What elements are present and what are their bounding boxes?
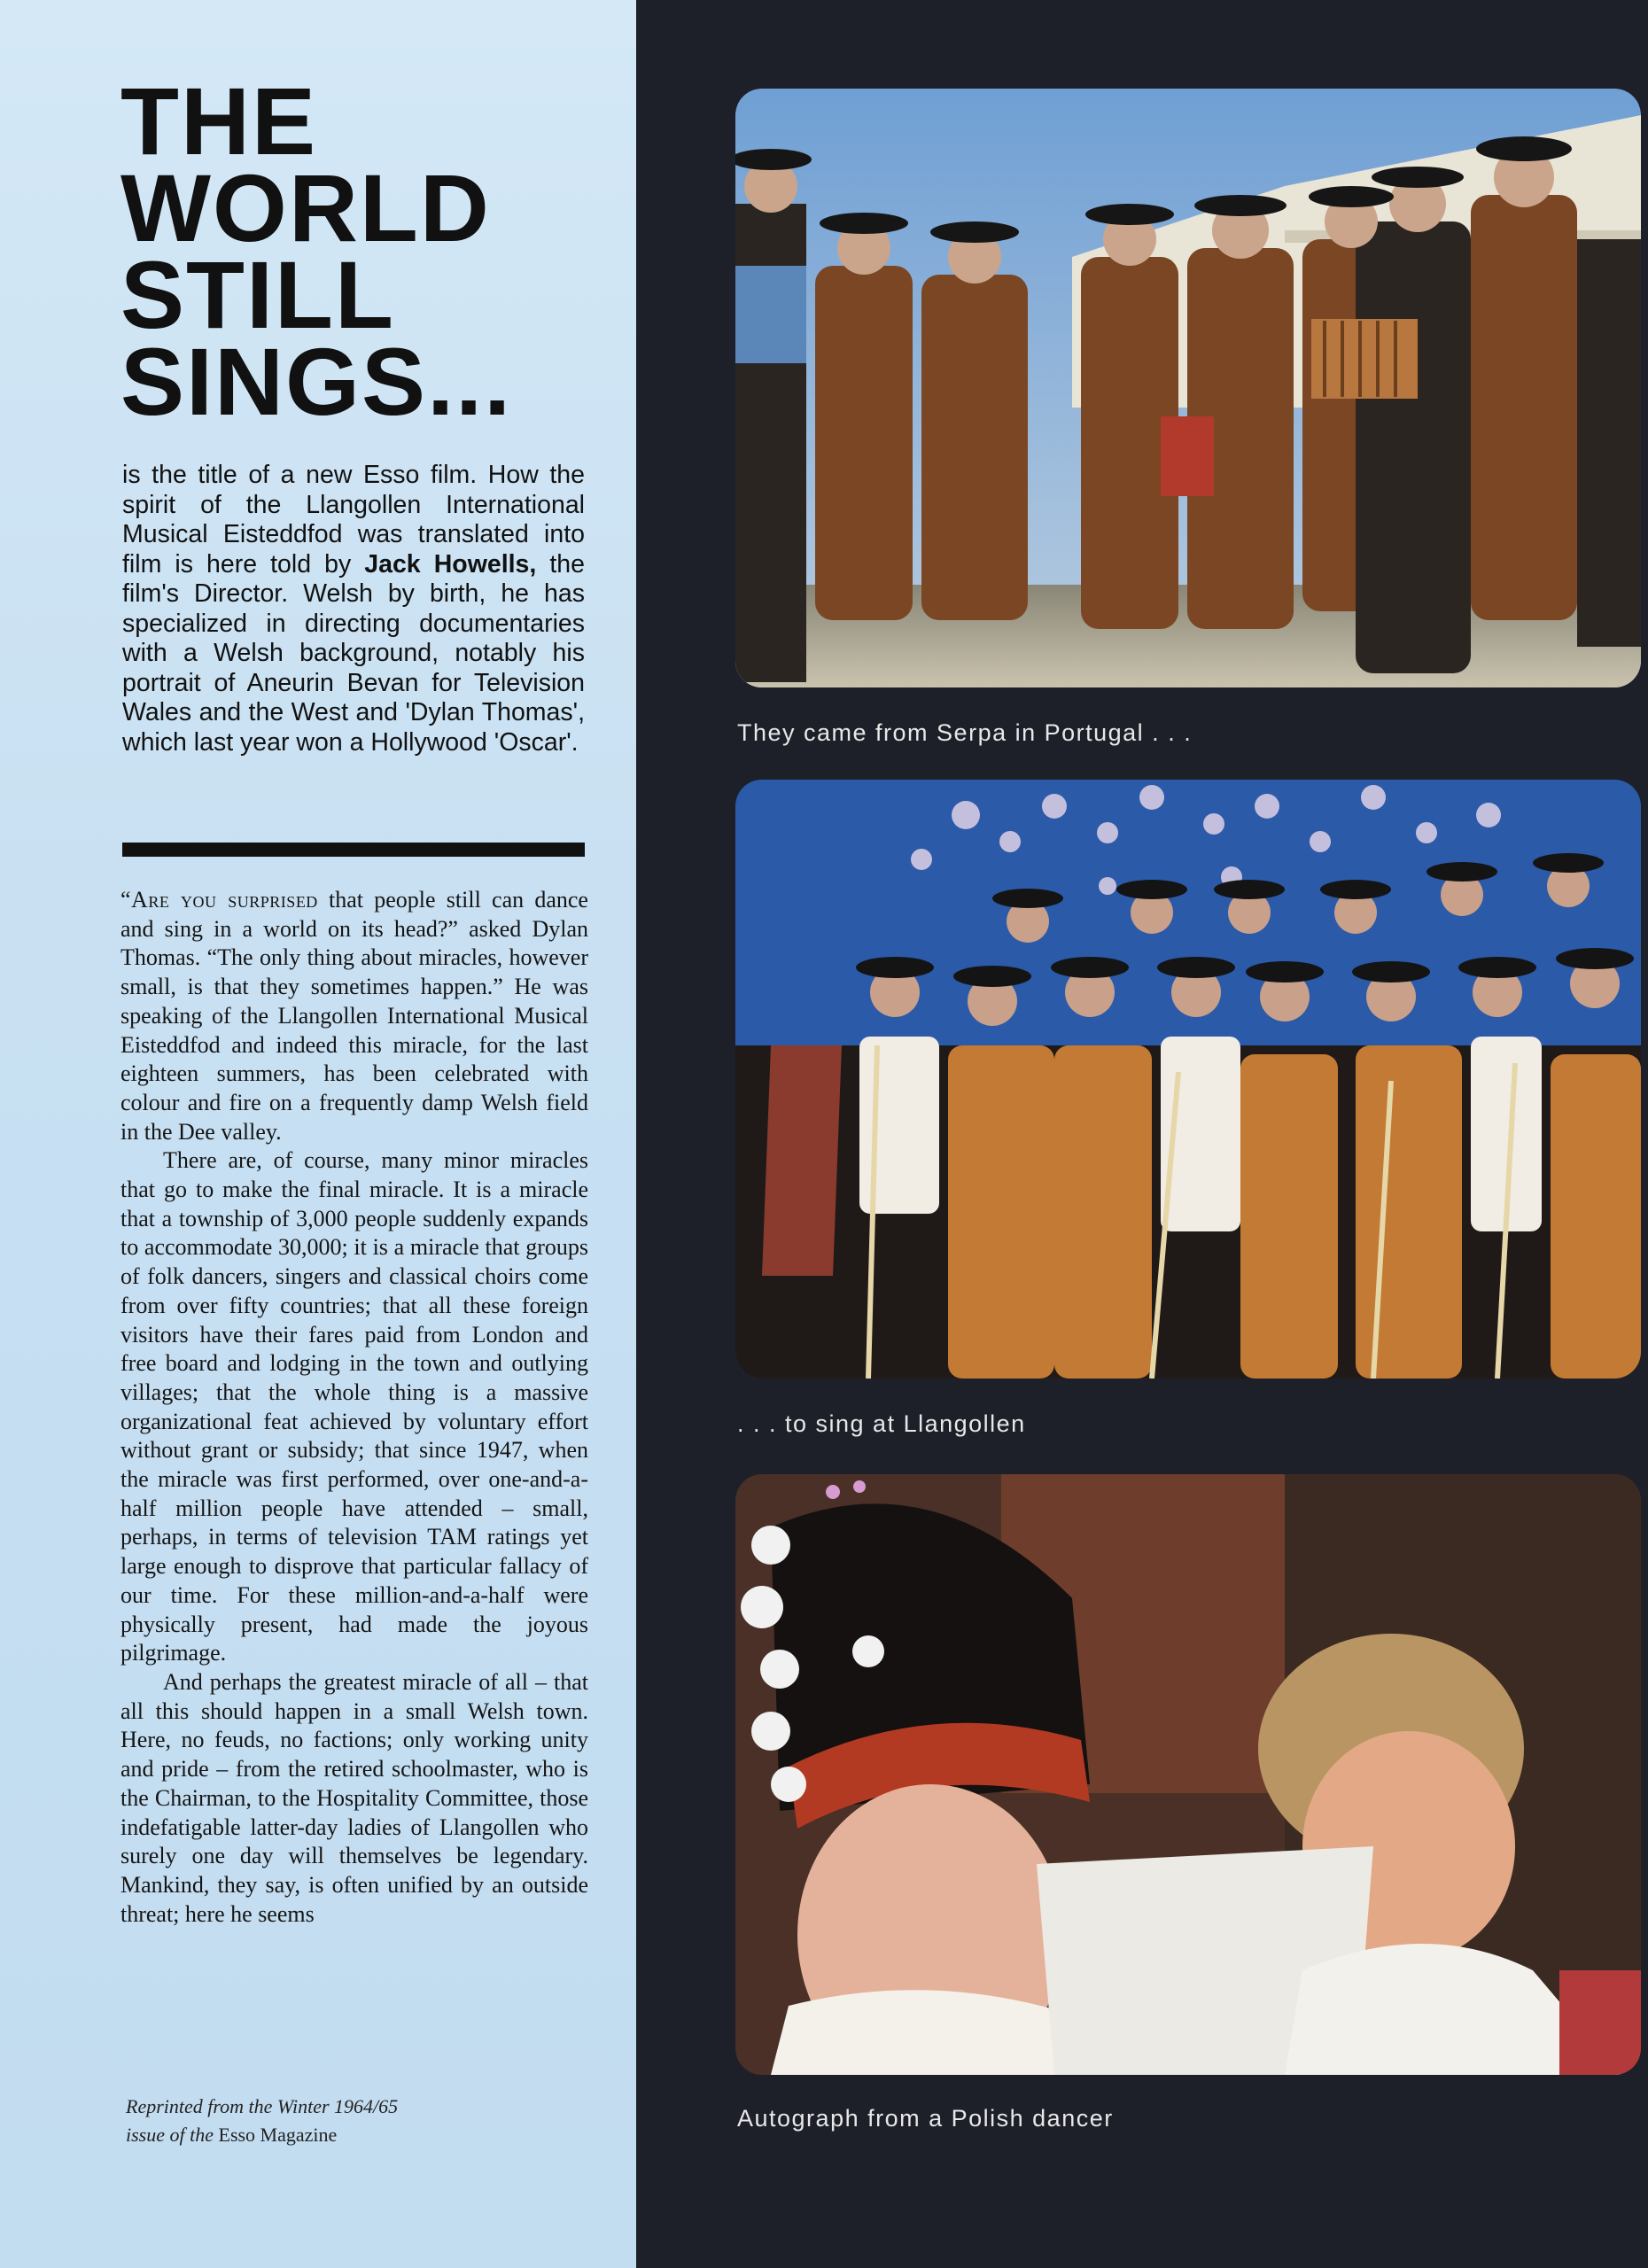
title-line: STILL: [120, 241, 395, 348]
article-body: [120, 886, 588, 1929]
intro-text-after: the film's Director. Welsh by birth, he has specialized in directing documentaries with a Welsh background, notably his portrait of Aneurin Bevan for Television Wales and the West and 'Dylan Thomas', which last year won a Hollywood 'Oscar'.: [122, 549, 585, 757]
title-line: THE: [120, 67, 317, 175]
procession-image: [735, 89, 1641, 687]
caption-procession: They came from Serpa in Portugal . . .: [737, 719, 1193, 746]
caption-choir: . . . to sing at Llangollen: [737, 1410, 1026, 1437]
body-paragraph: There are, of course, many minor miracles that go to make the final miracle. It is a miracle that a township of 3,000 people suddenly expands to accommodate 30,000; it is a miracle that groups of folk dancers, singers and classical choirs come from over fifty countries; that all these foreign visitors have their fares paid from London and free board and lodging in the town and outlying villages; that the whole thing is a massive organizational feat achieved by voluntary effort without grant or subsidy; that since 1947, when the miracle was first performed, over one-and-a-half million people have attended – small, perhaps, in terms of television TAM ratings yet large enough to disprove that particular fallacy of our time. For these million-and-a-half were physically present, had made the joyous pilgrimage.: [120, 1147, 588, 1666]
caption-autograph: Autograph from a Polish dancer: [737, 2105, 1114, 2132]
magazine-name: Esso Magazine: [218, 2124, 338, 2146]
title-line: SINGS...: [120, 328, 513, 435]
photo-choir: [735, 780, 1641, 1379]
photo-procession: [735, 89, 1641, 687]
credit-line: [126, 2121, 480, 2149]
credit-line: Reprinted from the Winter 1964/65: [126, 2095, 399, 2117]
choir-image: [735, 780, 1641, 1379]
lead-in: “Are you surprised: [120, 887, 318, 913]
intro-text-before: is the title of a new Esso film. How the spirit of the Llangollen International Musical Eisteddfod was translated into film is here told by: [122, 461, 585, 579]
autograph-image: [735, 1474, 1641, 2075]
divider-rule: [122, 843, 585, 857]
body-paragraph: [120, 886, 588, 1146]
paragraph-text: that people still can dance and sing in a world on its head?” asked Dylan Thomas. “The only thing about miracles, however small, is that they sometimes happen.” He was speaking of the Llangollen International Musical Eisteddfod and indeed this miracle, for the last eighteen summers, has been celebrated with colour and fire on a frequently damp Welsh field in the Dee valley.: [120, 887, 588, 1145]
body-paragraph: And perhaps the greatest miracle of all – that all this should happen in a small Welsh town. Here, no feuds, no factions; only working unity and pride – from the retired schoolmaster, who is the Chairman, to the Hospitality Committee, those indefatigable latter-day ladies of Llangollen who surely one day will themselves be legendary. Mankind, they say, is often unified by an outside threat; here he seems: [120, 1668, 588, 1927]
author-name: Jack Howells,: [364, 549, 537, 579]
photo-autograph: [735, 1474, 1641, 2075]
text-column: [0, 0, 636, 2268]
intro-paragraph: [122, 461, 585, 757]
reprint-credit: [126, 2093, 480, 2149]
title-line: WORLD: [120, 154, 491, 261]
credit-text: issue of the: [126, 2124, 219, 2146]
article-title: [120, 67, 617, 435]
